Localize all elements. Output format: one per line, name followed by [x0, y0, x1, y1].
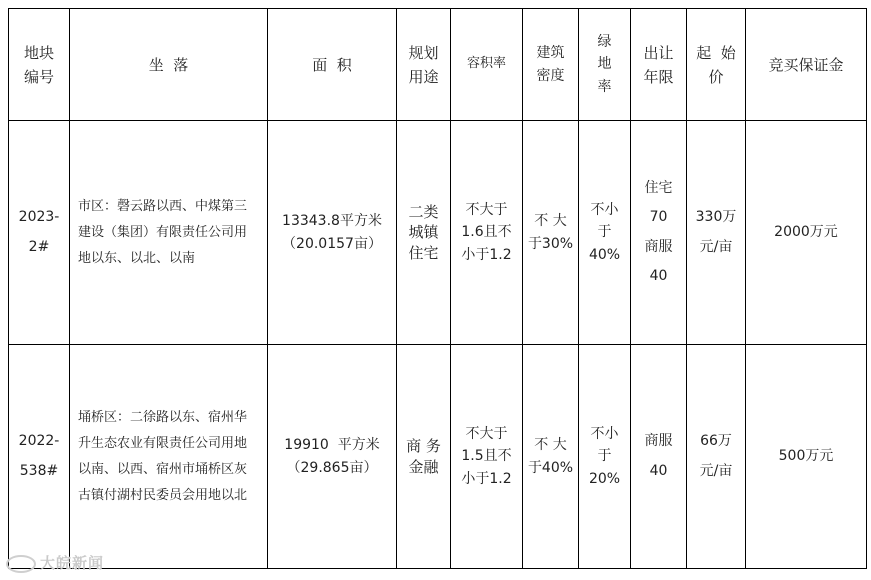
header-lease-years: 出让 年限 [631, 9, 687, 121]
header-parcel-id: 地块 编号 [9, 9, 70, 121]
weibo-logo-icon [6, 555, 36, 573]
deposit: 2000万元 [746, 121, 867, 345]
parcel-id: 2023- 2# [9, 121, 70, 345]
parcel-id: 2022- 538# [9, 345, 70, 569]
header-green-ratio: 绿 地 率 [579, 9, 631, 121]
planned-use: 商 务 金融 [397, 345, 451, 569]
header-floor-area-ratio: 容积率 [451, 9, 523, 121]
area: 13343.8平方米 （20.0157亩） [268, 121, 397, 345]
lease-years: 商服 40 [631, 345, 687, 569]
watermark [6, 552, 104, 573]
header-deposit: 竞买保证金 [746, 9, 867, 121]
header-start-price: 起 始 价 [687, 9, 746, 121]
building-density: 不 大 于30% [523, 121, 579, 345]
header-area: 面 积 [268, 9, 397, 121]
header-row [9, 9, 867, 121]
area: 19910 平方米 （29.865亩） [268, 345, 397, 569]
land-parcel-table [8, 8, 867, 569]
watermark-text: 大皖新闻 [40, 554, 105, 572]
green-ratio: 不小 于 40% [579, 121, 631, 345]
header-building-density: 建筑 密度 [523, 9, 579, 121]
deposit: 500万元 [746, 345, 867, 569]
header-planned-use: 规划 用途 [397, 9, 451, 121]
header-location: 坐 落 [70, 9, 268, 121]
table-row [9, 121, 867, 345]
location: 市区：磬云路以西、中煤第三建设（集团）有限责任公司用地以东、以北、以南 [70, 121, 268, 345]
start-price: 66万 元/亩 [687, 345, 746, 569]
floor-area-ratio: 不大于 1.6且不 小于1.2 [451, 121, 523, 345]
start-price: 330万 元/亩 [687, 121, 746, 345]
location: 埇桥区：二徐路以东、宿州华升生态农业有限责任公司用地以南、以西、宿州市埇桥区灰古镇付湖村民委员会用地以北 [70, 345, 268, 569]
lease-years: 住宅 70 商服 40 [631, 121, 687, 345]
planned-use: 二类 城镇 住宅 [397, 121, 451, 345]
floor-area-ratio: 不大于 1.5且不 小于1.2 [451, 345, 523, 569]
table-row [9, 345, 867, 569]
green-ratio: 不小 于 20% [579, 345, 631, 569]
building-density: 不 大 于40% [523, 345, 579, 569]
